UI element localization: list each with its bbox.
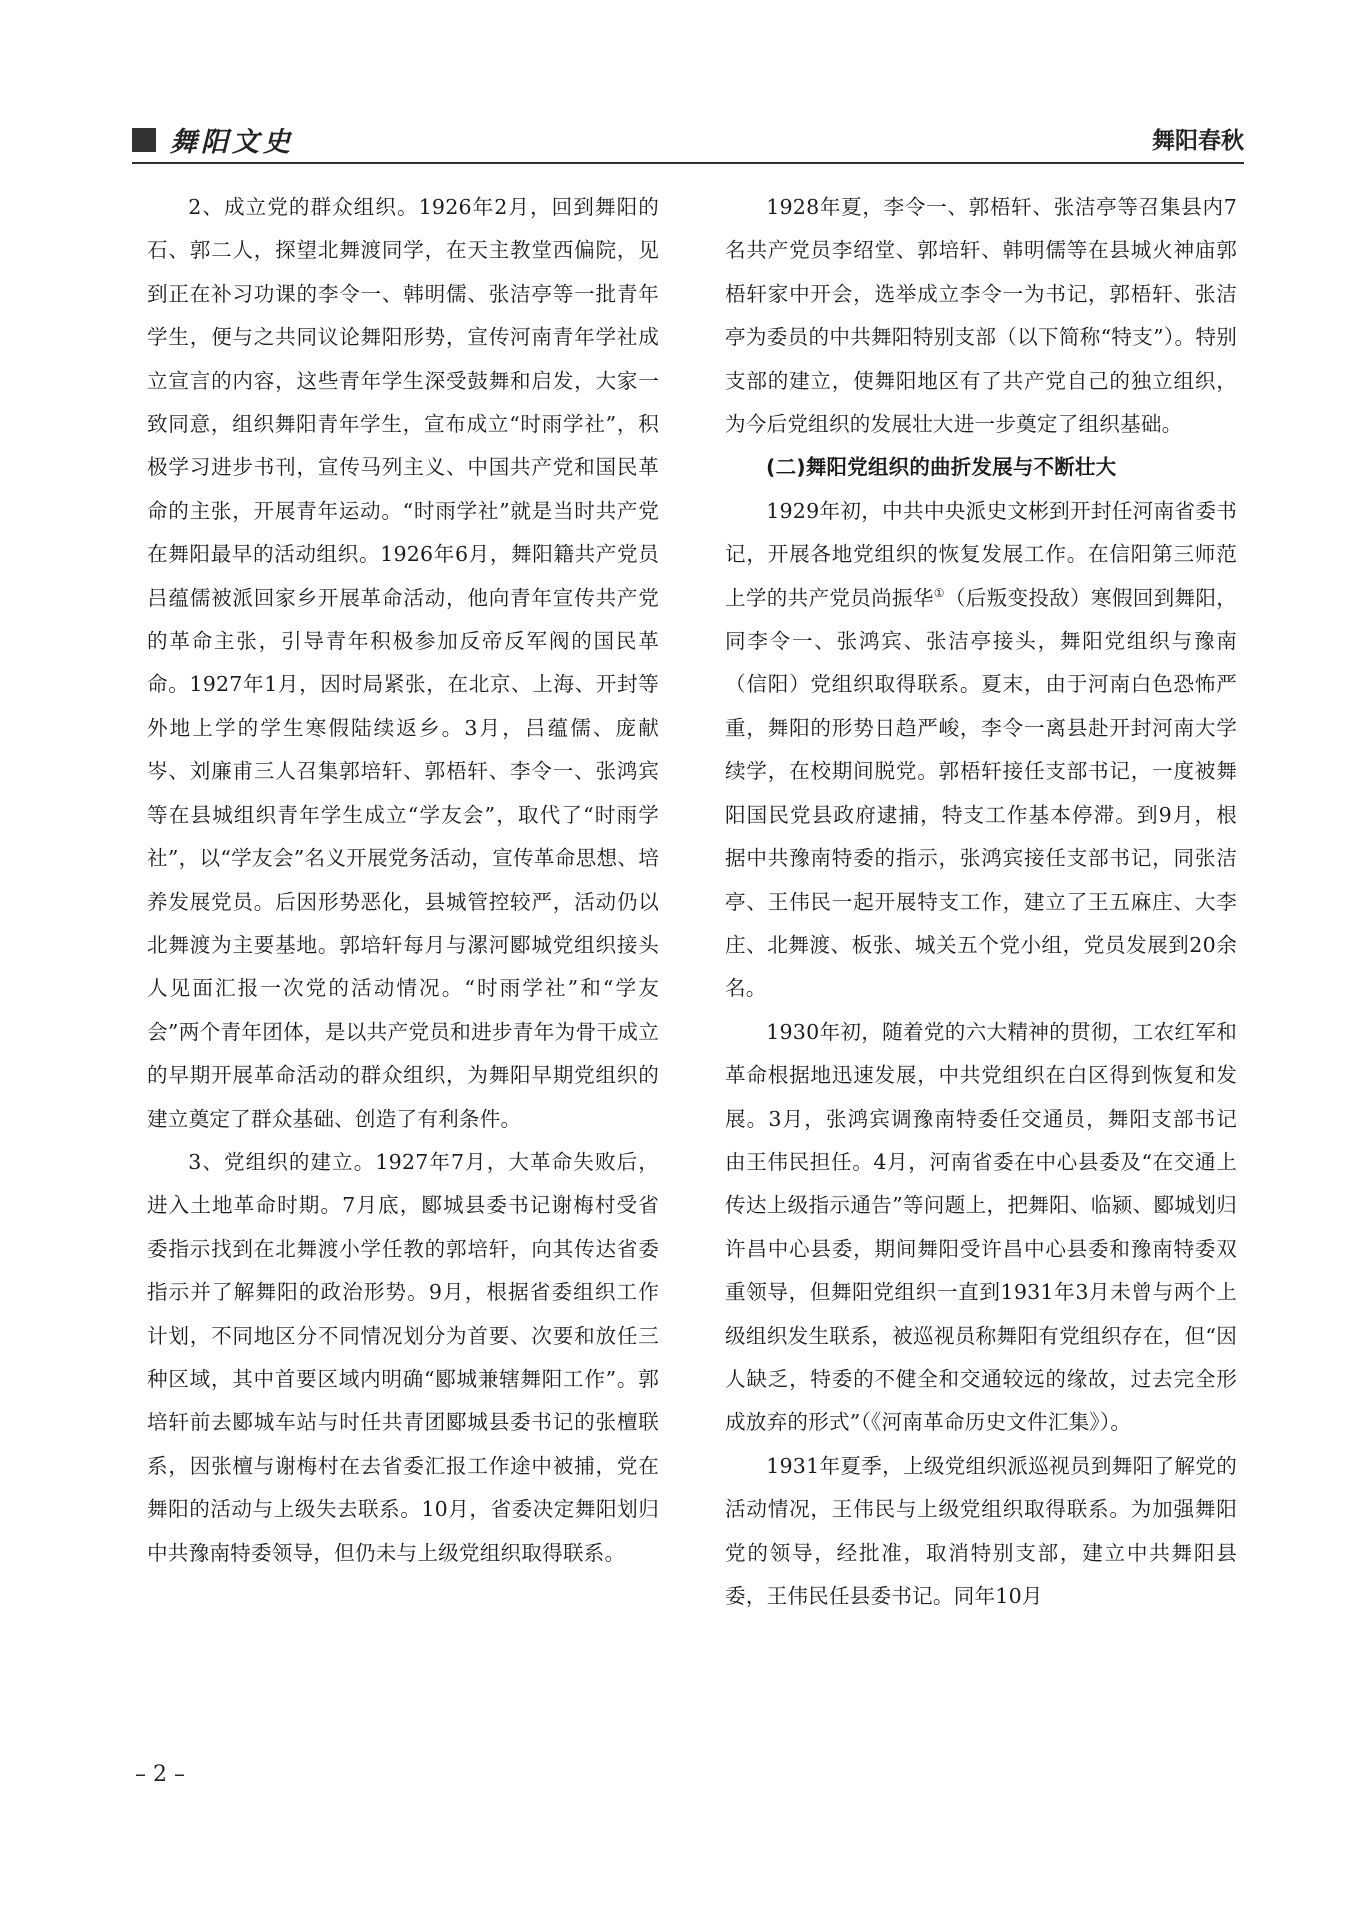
journal-title: 舞阳文史 xyxy=(170,127,294,158)
paragraph: 1931年夏季，上级党组织派巡视员到舞阳了解党的活动情况，王伟民与上级党组织取得联系。为加强舞阳党的领导，经批准，取消特别支部，建立中共舞阳县委，王伟民任县委书记。同年10月 xyxy=(725,1453,1237,1608)
paragraph: 3、党组织的建立。1927年7月，大革命失败后，进入土地革命时期。7月底，郾城县委书记谢梅村受省委指示找到在北舞渡小学任教的郭培轩，向其传达省委指示并了解舞阳的政治形势。9月，根据省委组织工作计划，不同地区分不同情况划分为首要、次要和放任三种区域，其中首要区域内明确“郾城兼辖舞阳工作”。郭培轩前去郾城车站与时任共青团郾城县委书记的张檀联系，因张檀与谢梅村在去省委汇报工作途中被捕，党在舞阳的活动与上级失去联系。10月，省委决定舞阳划归中共豫南特委领导，但仍未与上级党组织取得联系。 xyxy=(147,1149,659,1565)
section-title: 舞阳春秋 xyxy=(1152,128,1244,154)
subheading: (二)舞阳党组织的曲折发展与不断壮大 xyxy=(766,455,1117,480)
footnote-marker: ① xyxy=(933,585,945,600)
paragraph-text: （后叛变投敌）寒假回到舞阳，同李令一、张鸿宾、张洁亭接头，舞阳党组织与豫南（信阳）党组织取得联系。夏末，由于河南白色恐怖严重，舞阳的形势日趋严峻，李令一离县赴开封河南大学续学，在校期间脱党。郭梧轩接任支部书记，一度被舞阳国民党县政府逮捕，特支工作基本停滞。到9月，根据中共豫南特委的指示，张鸿宾接任支部书记，同张洁亭、王伟民一起开展特支工作，建立了王五麻庄、大李庄、北舞渡、板张、城关五个党小组，党员发展到20余名。 xyxy=(725,585,1237,1001)
page-number: – 2 – xyxy=(135,1762,185,1787)
page-header xyxy=(132,118,1244,166)
header-rule xyxy=(132,162,1244,164)
paragraph xyxy=(725,490,1237,1011)
paragraph: 1928年夏，李令一、郭梧轩、张洁亭等召集县内7名共产党员李绍堂、郭培轩、韩明儒等在县城火神庙郭梧轩家中开会，选举成立李令一为书记，郭梧轩、张洁亭为委员的中共舞阳特别支部（以下简称“特支”）。特别支部的建立，使舞阳地区有了共产党自己的独立组织，为今后党组织的发展壮大进一步奠定了组织基础。 xyxy=(725,195,1237,437)
square-icon xyxy=(132,128,156,152)
left-column xyxy=(147,186,659,1575)
paragraph-text: 1929年初，中共中央派史文彬到开封任河南省委书记，开展各地党组织的恢复发展工作。在信阳第三师范上学的共产党员尚振华 xyxy=(725,498,1237,610)
right-column xyxy=(725,186,1237,1618)
paragraph: 1930年初，随着党的六大精神的贯彻，工农红军和革命根据地迅速发展，中共党组织在白区得到恢复和发展。3月，张鸿宾调豫南特委任交通员，舞阳支部书记由王伟民担任。4月，河南省委在中心县委及“在交通上传达上级指示通告”等问题上，把舞阳、临颍、郾城划归许昌中心县委，期间舞阳受许昌中心县委和豫南特委双重领导，但舞阳党组织一直到1931年3月未曾与两个上级组织发生联系，被巡视员称舞阳有党组织存在，但“因人缺乏，特委的不健全和交通较远的缘故，过去完全形成放弃的形式”（《河南革命历史文件汇集》）。 xyxy=(725,1019,1237,1435)
paragraph: 2、成立党的群众组织。1926年2月，回到舞阳的石、郭二人，探望北舞渡同学，在天主教堂西偏院，见到正在补习功课的李令一、韩明儒、张洁亭等一批青年学生，便与之共同议论舞阳形势，宣传河南青年学社成立宣言的内容，这些青年学生深受鼓舞和启发，大家一致同意，组织舞阳青年学生，宣布成立“时雨学社”，积极学习进步书刊，宣传马列主义、中国共产党和国民革命的主张，开展青年运动。“时雨学社”就是当时共产党在舞阳最早的活动组织。1926年6月，舞阳籍共产党员吕蕴儒被派回家乡开展革命活动，他向青年宣传共产党的革命主张，引导青年积极参加反帝反军阀的国民革命。1927年1月，因时局紧张，在北京、上海、开封等外地上学的学生寒假陆续返乡。3月，吕蕴儒、庞献岑、刘廉甫三人召集郭培轩、郭梧轩、李令一、张鸿宾等在县城组织青年学生成立“学友会”，取代了“时雨学社”，以“学友会”名义开展党务活动，宣传革命思想、培养发展党员。后因形势恶化，县城管控较严，活动仍以北舞渡为主要基地。郭培轩每月与漯河郾城党组织接头人见面汇报一次党的活动情况。“时雨学社”和“学友会”两个青年团体，是以共产党员和进步青年为骨干成立的早期开展革命活动的群众组织，为舞阳早期党组织的建立奠定了群众基础、创造了有利条件。 xyxy=(147,195,659,1131)
